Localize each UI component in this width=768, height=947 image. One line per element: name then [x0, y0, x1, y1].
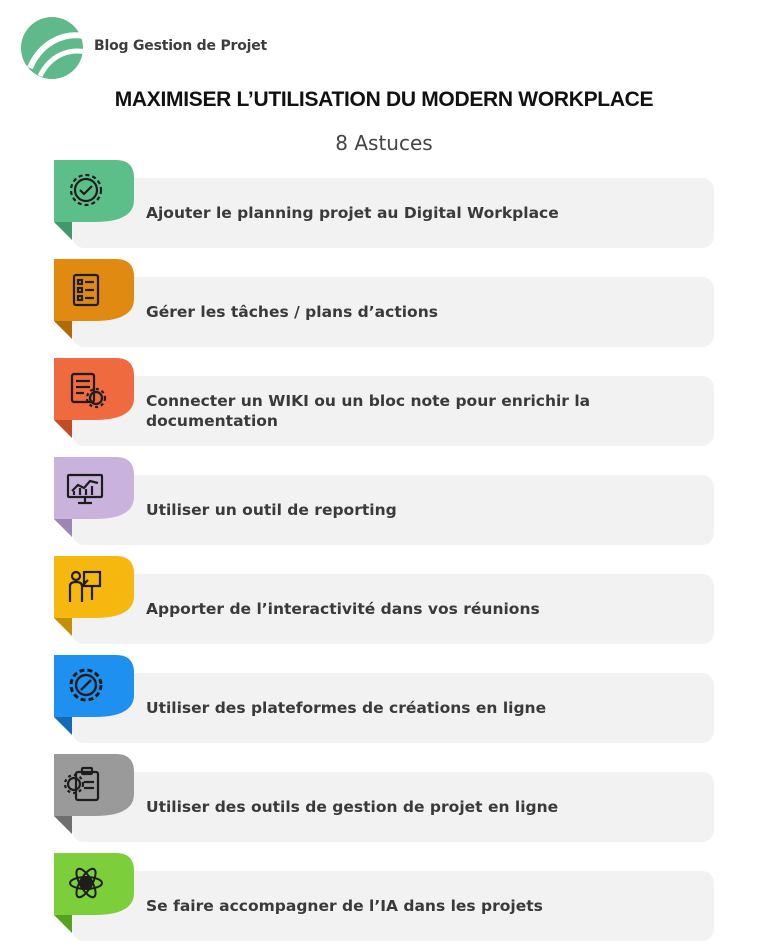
tip-badge: [54, 655, 134, 735]
tip-badge: [54, 358, 134, 438]
tip-badge: [54, 853, 134, 933]
tip-item: [54, 754, 714, 836]
tip-item: [54, 457, 714, 539]
tip-badge: [54, 160, 134, 240]
tip-text: Apporter de l’interactivité dans vos réunions: [146, 599, 540, 618]
tip-badge: [54, 556, 134, 636]
tip-item: [54, 655, 714, 737]
tip-item: [54, 853, 714, 935]
page-subtitle: 8 Astuces: [335, 131, 433, 155]
creative-gear-icon: [71, 670, 101, 700]
tip-text: Connecter un WIKI ou un bloc note pour enrichir la documentation: [146, 391, 591, 430]
tip-item: [54, 259, 714, 341]
tip-badge: [54, 259, 134, 339]
leaf-logo-icon: [18, 16, 88, 80]
tip-text: Utiliser des plateformes de créations en ligne: [146, 698, 547, 717]
tip-badge: [54, 754, 134, 834]
tip-text: Gérer les tâches / plans d’actions: [146, 302, 438, 321]
tip-item: [54, 160, 714, 242]
tip-text: Ajouter le planning projet au Digital Workplace: [146, 203, 559, 222]
brand-logo: [18, 16, 268, 80]
tip-badge: [54, 457, 134, 537]
tip-text: Utiliser un outil de reporting: [146, 500, 397, 519]
page-title: MAXIMISER L’UTILISATION DU MODERN WORKPLACE: [114, 88, 654, 111]
brand-name: Blog Gestion de Projet: [94, 38, 268, 54]
tip-text: Utiliser des outils de gestion de projet en ligne: [146, 797, 559, 816]
tip-item: [54, 556, 714, 638]
tip-item: [54, 358, 714, 440]
tip-text: Se faire accompagner de l’IA dans les projets: [146, 896, 543, 915]
